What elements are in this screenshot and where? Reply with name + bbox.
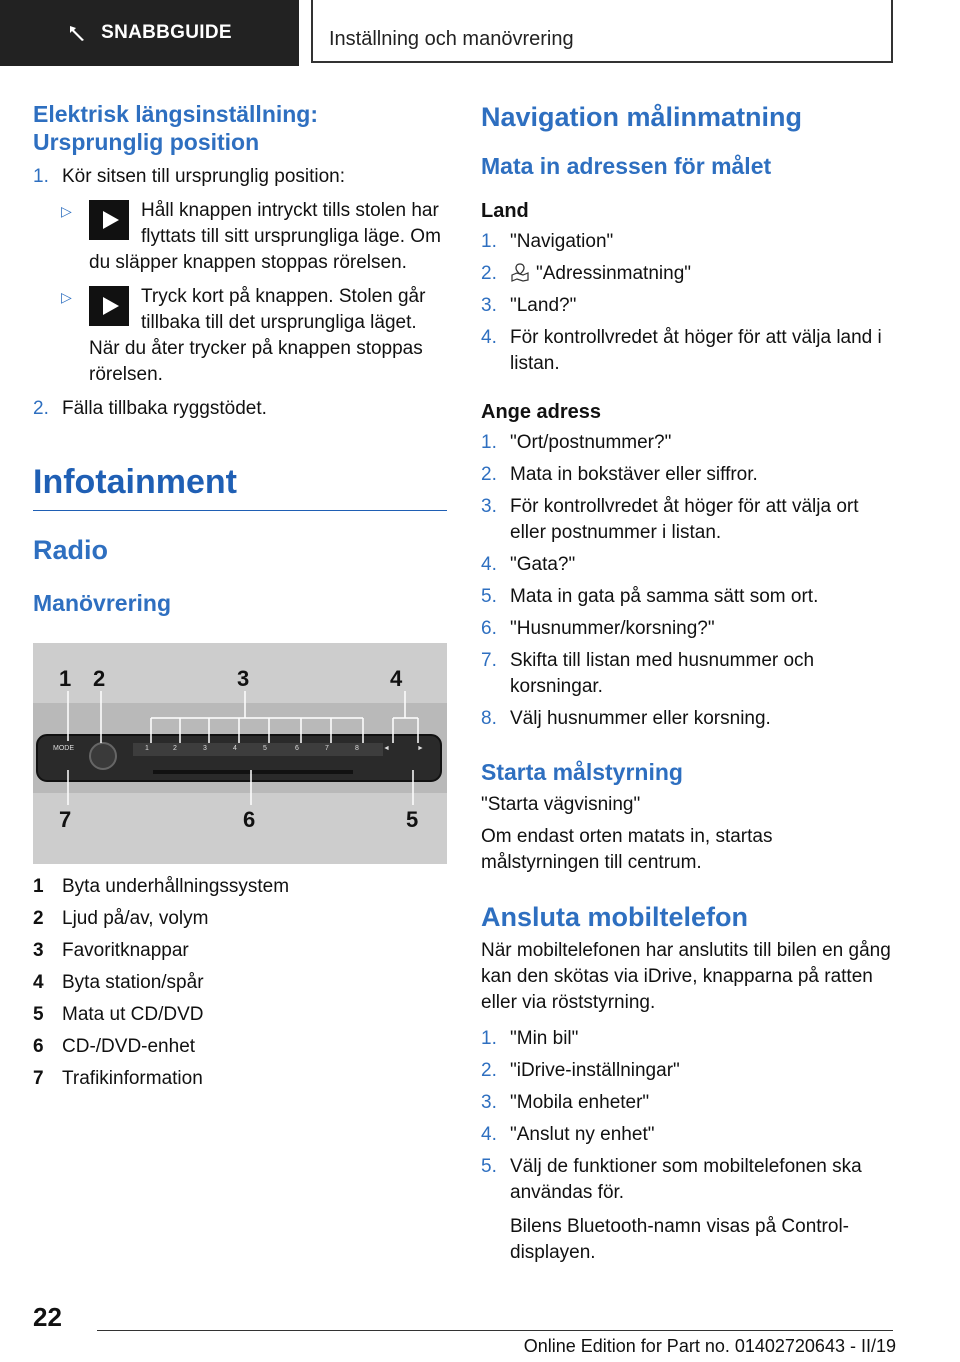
step-text: För kontrollvredet åt höger för att välja ort eller postnummer i listan.: [510, 496, 859, 543]
step-number: 3.: [481, 496, 497, 517]
section-tab-label: Inställning och manövrering: [329, 28, 574, 50]
step-text: "Ort/postnummer?": [510, 432, 672, 453]
start-guidance-menu: "Starta vägvisning": [481, 794, 641, 815]
prev-station-button: ◄: [383, 745, 390, 752]
step-text: För kontrollvredet åt höger för att välja land i listan.: [510, 327, 882, 374]
figure-legend: [33, 874, 447, 1092]
step-text: "Navigation": [510, 231, 614, 252]
list-item: [481, 261, 895, 287]
legend-number: 4: [33, 972, 44, 993]
list-item: [481, 1058, 895, 1084]
step-number: 1.: [481, 1028, 497, 1049]
legend-number: 5: [33, 1004, 44, 1025]
step-text: "Anslut ny enhet": [510, 1124, 655, 1145]
quick-guide-label: SNABBGUIDE: [101, 22, 232, 43]
step-text: Mata in gata på samma sätt som ort.: [510, 586, 819, 607]
legend-number: 6: [33, 1036, 44, 1057]
legend-text: CD-/DVD-enhet: [62, 1036, 196, 1057]
bullet-text: Håll knappen intryckt tills stolen har flyttats till sitt ursprungliga läge. Om du släpper knappen stoppas rörelsen.: [89, 200, 441, 273]
step-number: 6.: [481, 618, 497, 639]
preset-button-1: 1: [145, 745, 149, 752]
note-text: Bilens Bluetooth-namn visas på Control-displayen.: [510, 1216, 850, 1263]
list-item: [481, 552, 895, 578]
step-number: 4.: [481, 1124, 497, 1145]
list-item: [481, 584, 895, 610]
step-number: 5.: [481, 1156, 497, 1177]
legend-item: [33, 938, 447, 964]
legend-item: [33, 1066, 447, 1092]
list-item: [481, 229, 895, 255]
legend-item: [33, 1034, 447, 1060]
legend-text: Byta station/spår: [62, 972, 204, 993]
list-item: [33, 396, 447, 422]
callout-3: 3: [237, 666, 250, 691]
list-item: [481, 706, 895, 732]
step-text: Skifta till listan med husnummer och korsningar.: [510, 650, 815, 697]
step-number: 1.: [481, 231, 497, 252]
step-text: "Husnummer/korsning?": [510, 618, 715, 639]
navigation-map-icon: [510, 262, 530, 282]
preset-button-2: 2: [173, 745, 177, 752]
step-text: Välj de funktioner som mobiltelefonen ska användas för.: [510, 1156, 862, 1203]
land-heading: Land: [481, 200, 529, 222]
section-tab: [311, 0, 893, 63]
step-number: 7.: [481, 650, 497, 671]
radio-heading: Radio: [33, 535, 109, 565]
list-item: [481, 494, 895, 546]
callout-6: 6: [243, 807, 256, 832]
seat-heading-line1: Elektrisk längsinställning:: [33, 101, 319, 127]
start-guidance-heading: Starta målstyrning: [481, 759, 683, 785]
legend-text: Byta underhållningssystem: [62, 876, 290, 897]
seat-button-icon: [89, 286, 129, 326]
seat-position-heading: [33, 100, 447, 156]
preset-button-5: 5: [263, 745, 267, 752]
preset-button-7: 7: [325, 745, 329, 752]
sub-bullet: [33, 198, 447, 276]
list-item: [33, 164, 447, 190]
step-number: 1.: [481, 432, 497, 453]
phone-steps: [481, 1026, 895, 1266]
step-number: 1.: [33, 166, 49, 187]
callout-1: 1: [59, 666, 72, 691]
left-column: [33, 100, 447, 1092]
step-text: "Adressinmatning": [536, 263, 692, 284]
seat-heading-line2: Ursprunglig position: [33, 129, 260, 155]
preset-button-4: 4: [233, 745, 237, 752]
tools-icon: [67, 23, 87, 43]
legend-number: 2: [33, 908, 44, 929]
callout-5: 5: [406, 807, 419, 832]
legend-item: [33, 970, 447, 996]
step-text: Fälla tillbaka ryggstödet.: [62, 398, 267, 419]
step-text: "Gata?": [510, 554, 576, 575]
right-column: [481, 100, 895, 1266]
callout-4: 4: [390, 666, 403, 691]
footer-divider: [97, 1330, 893, 1331]
volume-knob: [90, 743, 116, 769]
step-number: 3.: [481, 295, 497, 316]
step-text: Mata in bokstäver eller siffror.: [510, 464, 758, 485]
bullet-triangle-icon: ▷: [61, 289, 72, 305]
quick-guide-tab[interactable]: [0, 0, 299, 66]
list-item: [481, 462, 895, 488]
radio-panel-figure: [33, 643, 447, 864]
connect-phone-heading: Ansluta mobiltelefon: [481, 902, 749, 932]
legend-item: [33, 874, 447, 900]
legend-number: 7: [33, 1068, 44, 1089]
step-number: 5.: [481, 586, 497, 607]
legend-number: 3: [33, 940, 44, 961]
step-text: Kör sitsen till ursprunglig position:: [62, 166, 346, 187]
infotainment-heading: Infotainment: [33, 462, 447, 511]
legend-item: [33, 906, 447, 932]
step-number: 2.: [481, 1060, 497, 1081]
bullet-text: Tryck kort på knappen. Stolen går tillbaka till det ursprungliga läget. När du åter trycker på knappen stoppas rörelsen.: [89, 286, 426, 385]
edition-text: Online Edition for Part no. 01402720643 - II/19: [523, 1336, 896, 1356]
list-item: [481, 616, 895, 642]
step-text: "Land?": [510, 295, 577, 316]
operation-heading: Manövrering: [33, 590, 172, 616]
enter-address-heading: Mata in adressen för målet: [481, 153, 772, 179]
legend-text: Ljud på/av, volym: [62, 908, 209, 929]
connect-phone-intro: När mobiltelefonen har anslutits till bilen en gång kan den skötas via iDrive, knapparna på ratten eller via röststyrning.: [481, 940, 891, 1013]
list-note: [481, 1214, 895, 1266]
address-heading: Ange adress: [481, 401, 602, 423]
mode-button: MODE: [53, 745, 74, 752]
step-number: 4.: [481, 554, 497, 575]
step-text: "Min bil": [510, 1028, 579, 1049]
legend-text: Favoritknappar: [62, 940, 189, 961]
callout-7: 7: [59, 807, 72, 832]
step-number: 2.: [33, 398, 49, 419]
preset-button-8: 8: [355, 745, 359, 752]
step-number: 3.: [481, 1092, 497, 1113]
list-item: [481, 1154, 895, 1206]
navigation-heading: Navigation målinmatning: [481, 102, 803, 132]
step-text: "Mobila enheter": [510, 1092, 650, 1113]
sub-bullet: [33, 284, 447, 388]
preset-button-6: 6: [295, 745, 299, 752]
legend-item: [33, 1002, 447, 1028]
legend-text: Mata ut CD/DVD: [62, 1004, 204, 1025]
callout-2: 2: [93, 666, 106, 691]
step-text: "iDrive-inställningar": [510, 1060, 680, 1081]
legend-text: Trafikinformation: [62, 1068, 203, 1089]
bullet-triangle-icon: ▷: [61, 203, 72, 219]
preset-button-3: 3: [203, 745, 207, 752]
list-item: [481, 1122, 895, 1148]
page-header: [0, 0, 960, 66]
radio-panel-illustration: [33, 643, 447, 864]
seat-button-icon: [89, 200, 129, 240]
list-item: [481, 430, 895, 456]
step-number: 2.: [481, 263, 497, 284]
step-text: Välj husnummer eller korsning.: [510, 708, 771, 729]
step-number: 8.: [481, 708, 497, 729]
list-item: [481, 325, 895, 377]
page-number: 22: [33, 1302, 62, 1332]
list-item: [481, 648, 895, 700]
step-number: 4.: [481, 327, 497, 348]
list-item: [481, 1026, 895, 1052]
next-station-button: ►: [417, 745, 424, 752]
list-item: [481, 293, 895, 319]
legend-number: 1: [33, 876, 44, 897]
list-item: [481, 1090, 895, 1116]
step-number: 2.: [481, 464, 497, 485]
start-guidance-text: Om endast orten matats in, startas målstyrningen till centrum.: [481, 826, 773, 873]
